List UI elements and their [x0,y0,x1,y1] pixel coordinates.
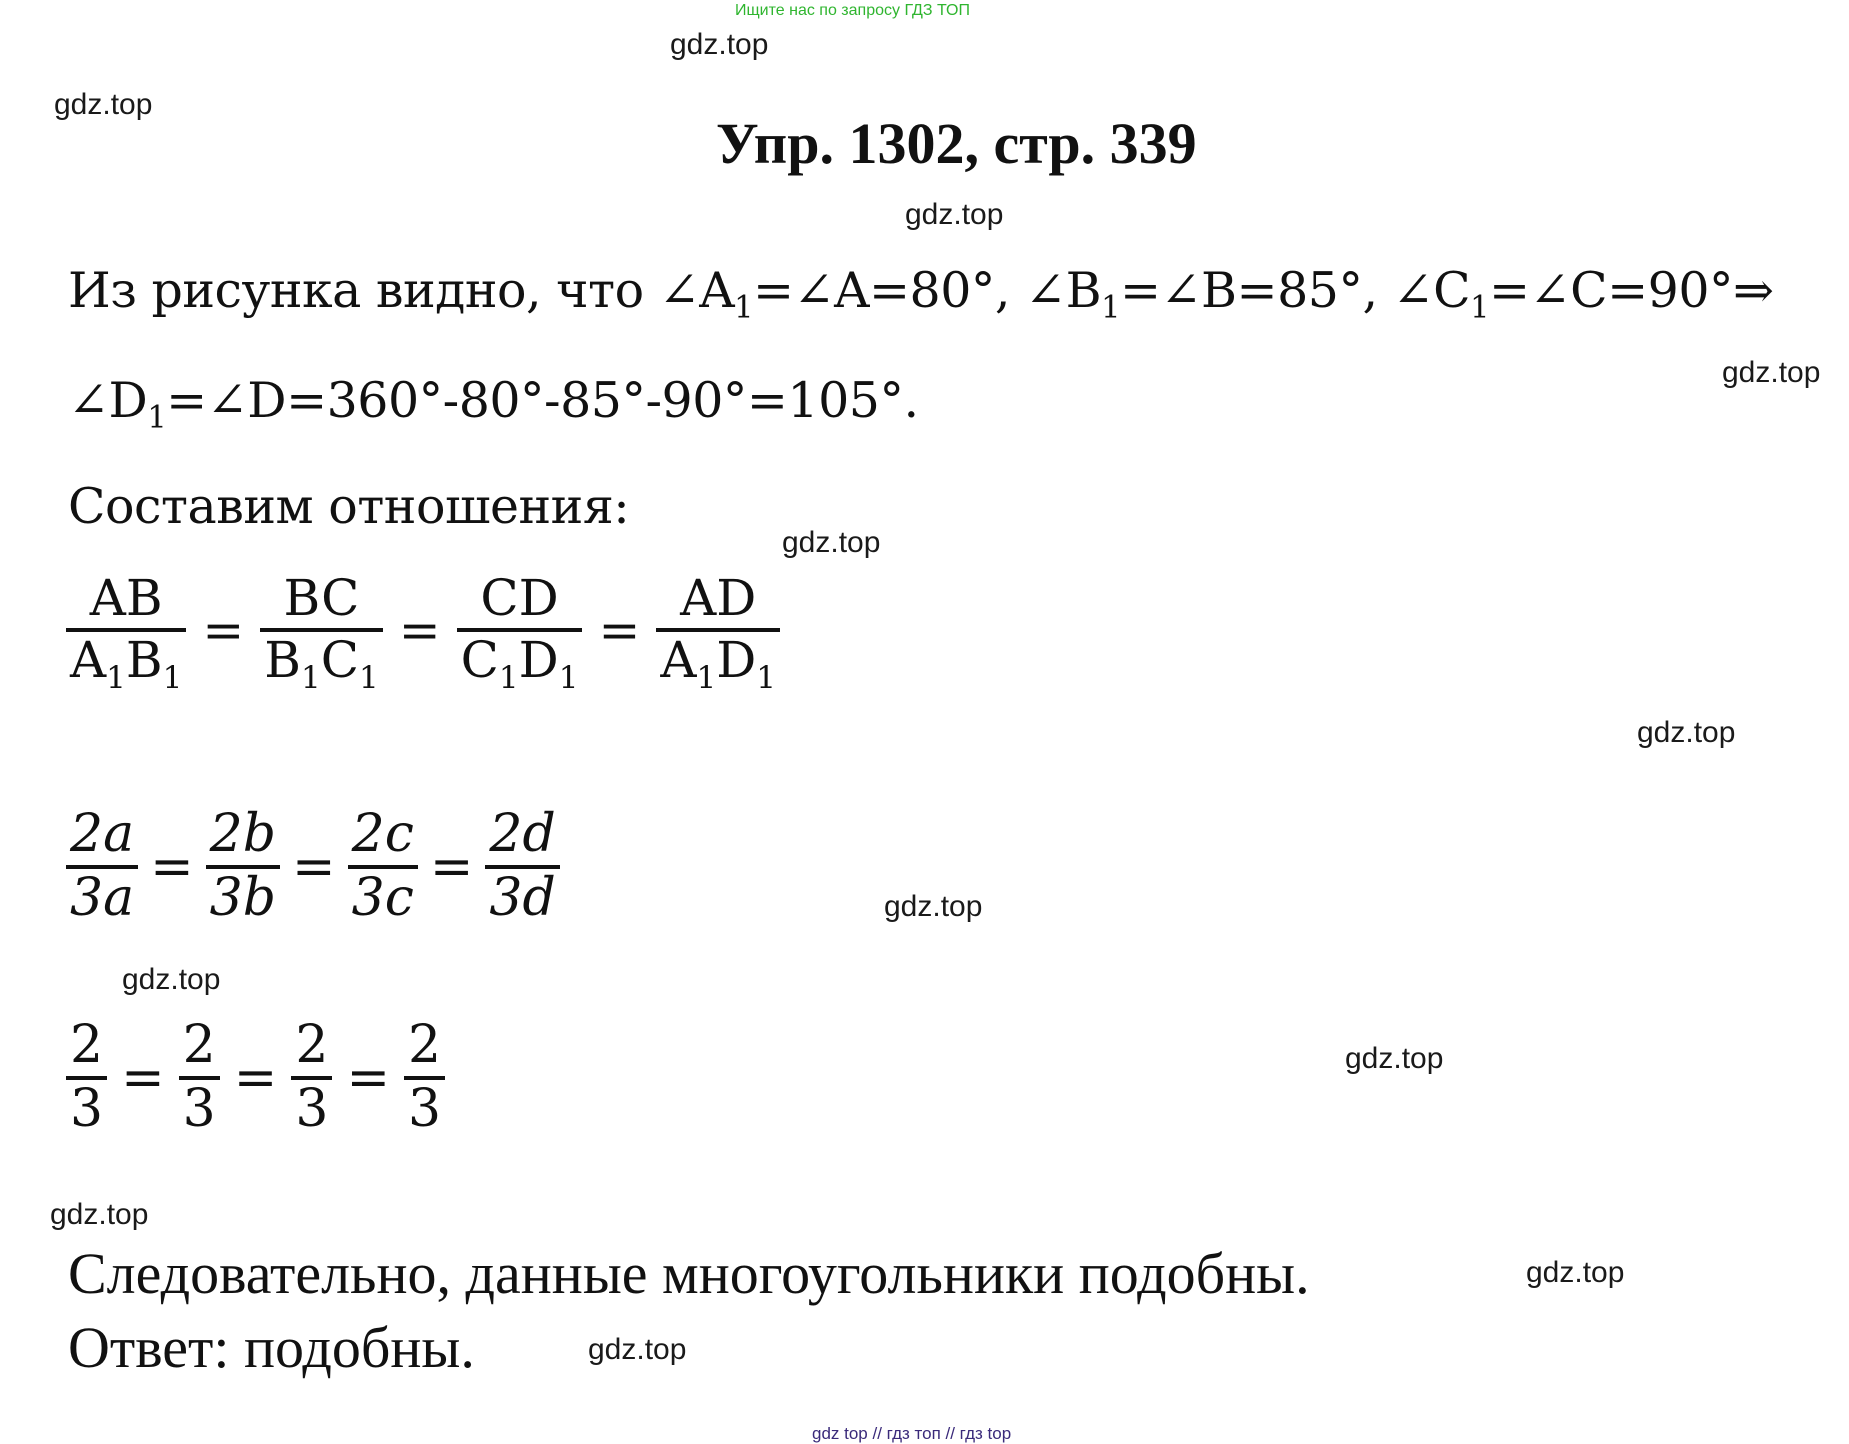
top-banner[interactable]: Ищите нас по запросу ГДЗ ТОП [735,2,970,19]
watermark: gdz.top [1722,356,1821,389]
fraction-ad: $\frac{AD}{A_1D_1}$ [656,570,780,689]
fraction: $\frac{2}{3}$ [404,1016,445,1140]
watermark: gdz.top [54,88,153,121]
fraction-ab: $\frac{AB}{A_1B_1}$ [66,570,186,689]
watermark: gdz.top [670,28,769,61]
conclusion-text: Следовательно, данные многоугольники подобны. [68,1241,1310,1306]
watermark: gdz.top [1526,1256,1625,1289]
watermark: gdz.top [1345,1042,1444,1075]
ratio-equation: $\frac{AB}{A_1B_1}$ = $\frac{BC}{B_1C_1}$ = $\frac{CD}{C_1D_1}$ = $\frac{AD}{A_1D_1}$ [66,570,780,689]
fraction: $\frac{2c}{3c}$ [348,805,418,929]
watermark: gdz.top [1637,716,1736,749]
footer-links[interactable]: gdz top // гдз топ // гдз top [812,1424,1012,1443]
fraction-cd: $\frac{CD}{C_1D_1}$ [457,570,583,689]
angles-line-1: Из рисунка видно, что $\angle A_1=\angle A=80^\circ$, $\angle B_1=\angle B=85^\circ$, $\angle C_1=\angle C=90^\circ\Rightarrow$ [68,262,1774,326]
fraction-bc: $\frac{BC}{B_1C_1}$ [260,570,382,689]
watermark: gdz.top [588,1333,687,1366]
substituted-equation: $\frac{2a}{3a}$ = $\frac{2b}{3b}$ = $\frac{2c}{3c}$ = $\frac{2d}{3d}$ [66,805,560,929]
watermark: gdz.top [50,1198,149,1231]
watermark: gdz.top [905,198,1004,231]
fraction: $\frac{2}{3}$ [291,1016,332,1140]
fraction: $\frac{2}{3}$ [66,1016,107,1140]
exercise-title: Упр. 1302, стр. 339 [716,111,1197,176]
watermark: gdz.top [782,526,881,559]
compose-ratios-heading: Составим отношения: [68,478,630,535]
fraction: $\frac{2d}{3d}$ [485,805,559,929]
fraction: $\frac{2a}{3a}$ [66,805,138,929]
watermark: gdz.top [884,890,983,923]
angles-line-2: $\angle D_1=\angle D=360^\circ-80^\circ-85^\circ-90^\circ=105^\circ$. [68,372,919,436]
simplified-equation: $\frac{2}{3}$ = $\frac{2}{3}$ = $\frac{2}{3}$ = $\frac{2}{3}$ [66,1016,445,1140]
answer-text: Ответ: подобны. [68,1315,475,1380]
fraction: $\frac{2}{3}$ [179,1016,220,1140]
fraction: $\frac{2b}{3b}$ [206,805,280,929]
watermark: gdz.top [122,963,221,996]
